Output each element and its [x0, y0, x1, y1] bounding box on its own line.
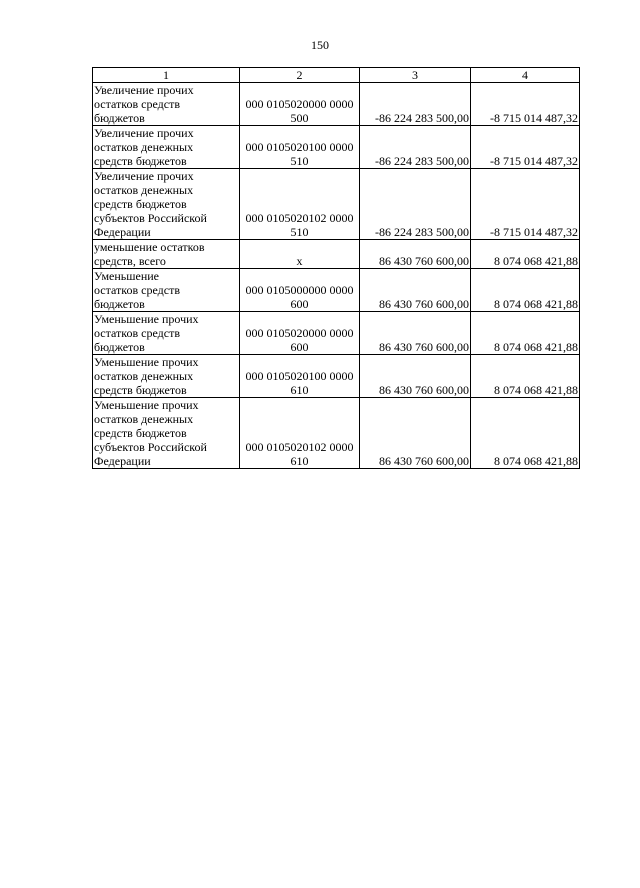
table-row [93, 169, 580, 240]
row-value-4-cell: 8 074 068 421,88 [471, 269, 580, 312]
row-value-3-cell: -86 224 283 500,00 [360, 126, 471, 169]
header-cell-2: 2 [240, 68, 360, 83]
row-code-cell: 000 0105020102 0000 610 [240, 398, 360, 469]
row-value-3-cell: -86 224 283 500,00 [360, 83, 471, 126]
table-row [93, 240, 580, 269]
header-row [93, 68, 580, 83]
table-row [93, 355, 580, 398]
table-row [93, 312, 580, 355]
row-code-cell: 000 0105020000 0000 500 [240, 83, 360, 126]
header-cell-3: 3 [360, 68, 471, 83]
row-value-4-cell: 8 074 068 421,88 [471, 312, 580, 355]
page-number: 150 [311, 38, 329, 52]
row-value-3-cell: 86 430 760 600,00 [360, 240, 471, 269]
row-value-4-cell: -8 715 014 487,32 [471, 83, 580, 126]
table-row [93, 398, 580, 469]
row-name-cell: Увеличение прочих остатков денежных средств бюджетов субъектов Российской Федерации [93, 169, 240, 240]
row-value-4-cell: -8 715 014 487,32 [471, 126, 580, 169]
table-row [93, 126, 580, 169]
row-code-cell: 000 0105020102 0000 510 [240, 169, 360, 240]
table-row [93, 269, 580, 312]
row-value-4-cell: 8 074 068 421,88 [471, 398, 580, 469]
row-value-3-cell: 86 430 760 600,00 [360, 355, 471, 398]
row-code-cell: 000 0105020100 0000 610 [240, 355, 360, 398]
row-name-cell: Увеличение прочих остатков средств бюджетов [93, 83, 240, 126]
row-code-cell: 000 0105020100 0000 510 [240, 126, 360, 169]
row-name-cell: уменьшение остатков средств, всего [93, 240, 240, 269]
row-value-4-cell: -8 715 014 487,32 [471, 169, 580, 240]
row-value-3-cell: -86 224 283 500,00 [360, 169, 471, 240]
row-name-cell: Увеличение прочих остатков денежных средств бюджетов [93, 126, 240, 169]
row-value-4-cell: 8 074 068 421,88 [471, 240, 580, 269]
row-value-3-cell: 86 430 760 600,00 [360, 398, 471, 469]
row-value-4-cell: 8 074 068 421,88 [471, 355, 580, 398]
row-value-3-cell: 86 430 760 600,00 [360, 312, 471, 355]
budget-table [92, 67, 580, 469]
row-name-cell: Уменьшение остатков средств бюджетов [93, 269, 240, 312]
header-cell-4: 4 [471, 68, 580, 83]
row-name-cell: Уменьшение прочих остатков средств бюджетов [93, 312, 240, 355]
row-name-cell: Уменьшение прочих остатков денежных средств бюджетов [93, 355, 240, 398]
table-row [93, 83, 580, 126]
row-name-cell: Уменьшение прочих остатков денежных средств бюджетов субъектов Российской Федерации [93, 398, 240, 469]
row-code-cell: х [240, 240, 360, 269]
row-value-3-cell: 86 430 760 600,00 [360, 269, 471, 312]
row-code-cell: 000 0105020000 0000 600 [240, 312, 360, 355]
row-code-cell: 000 0105000000 0000 600 [240, 269, 360, 312]
header-cell-1: 1 [93, 68, 240, 83]
